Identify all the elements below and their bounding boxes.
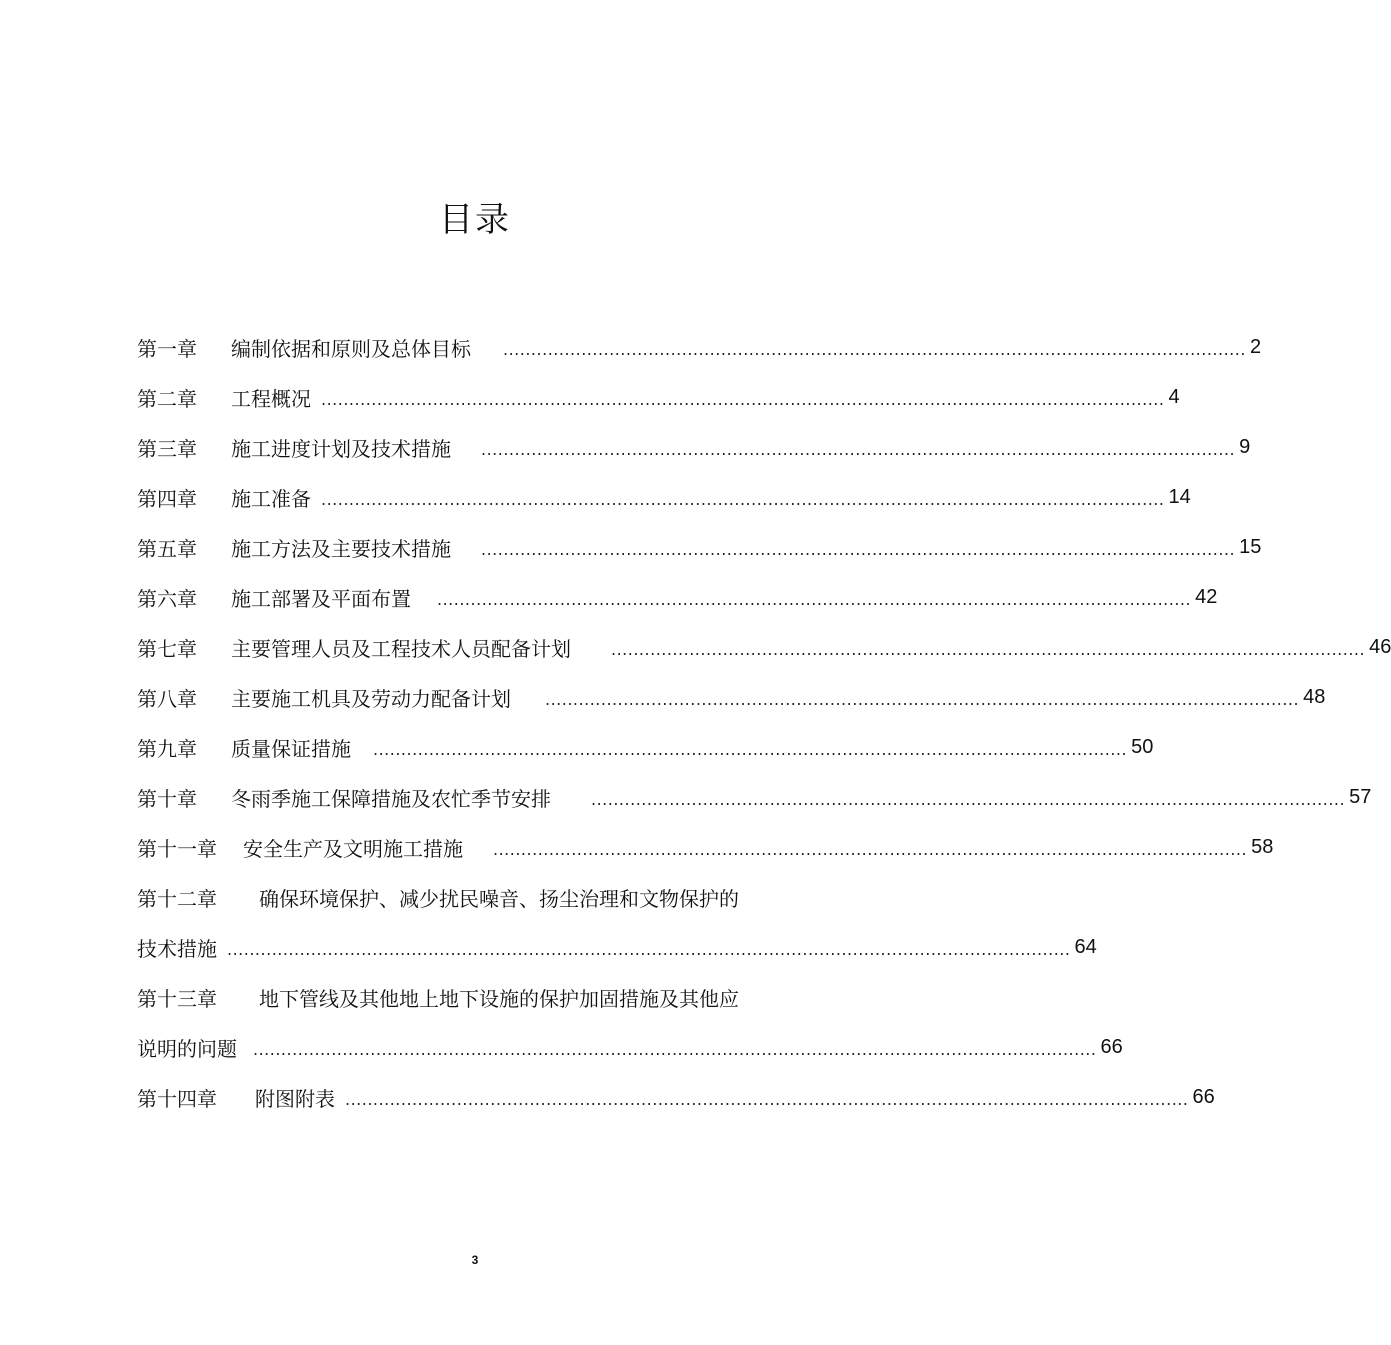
toc-leader-dots: ....................................................................................................................................... <box>545 689 1300 709</box>
toc-leader-dots: ....................................................................................................................................................... <box>227 939 1071 959</box>
toc-title-text: 说明的问题 <box>137 1036 237 1061</box>
toc-page: 57 <box>1349 785 1372 808</box>
toc-chapter: 第六章 <box>137 586 197 611</box>
toc-page: 42 <box>1195 585 1218 608</box>
toc-leader-dots: ....................................................................................................................................... <box>611 639 1366 659</box>
toc-page: 46 <box>1369 635 1391 658</box>
toc-entry-10[interactable] <box>137 772 1372 822</box>
toc-entry-11[interactable] <box>137 822 1274 872</box>
toc-chapter: 第五章 <box>137 536 197 561</box>
toc-page: 66 <box>1100 1035 1123 1058</box>
toc-chapter: 第三章 <box>137 436 197 461</box>
toc-entry-12[interactable] <box>137 872 851 922</box>
toc-chapter: 第十二章 <box>137 886 217 911</box>
toc-title-text: 施工部署及平面布置 <box>231 586 411 611</box>
toc-title-text: 地下管线及其他地上地下设施的保护加固措施及其他应 <box>259 986 739 1011</box>
toc-leader-dots: ....................................................................................................................................... <box>493 839 1248 859</box>
toc-entry-1[interactable] <box>137 322 1262 372</box>
toc-title-text: 安全生产及文明施工措施 <box>243 836 463 861</box>
toc-title-text: 施工准备 <box>231 486 311 511</box>
toc-leader-dots: ....................................................................................................................................................... <box>253 1039 1097 1059</box>
toc-page: 2 <box>1249 335 1262 358</box>
toc-title-text: 技术措施 <box>137 936 217 961</box>
page-number: 3 <box>471 1253 479 1267</box>
toc-entry-2[interactable] <box>137 372 1180 422</box>
toc-leader-dots: ....................................................................................................................................... <box>481 439 1236 459</box>
toc-title-text: 确保环境保护、减少扰民噪音、扬尘治理和文物保护的 <box>259 886 739 911</box>
toc-chapter: 第四章 <box>137 486 197 511</box>
toc-page: 58 <box>1251 835 1274 858</box>
toc-leader-dots: ....................................................................................................................................................... <box>321 389 1165 409</box>
toc-entry-12-continued[interactable] <box>137 922 1097 972</box>
toc-leader-dots: ....................................................................................................................................... <box>481 539 1236 559</box>
toc-leader-dots: ....................................................................................................................................................... <box>321 489 1165 509</box>
toc-leader-dots: ....................................................................................................................................... <box>373 739 1128 759</box>
toc-page: 50 <box>1131 735 1154 758</box>
toc-chapter: 第一章 <box>137 336 197 361</box>
toc-title-text: 编制依据和原则及总体目标 <box>231 336 471 361</box>
toc-entry-8[interactable] <box>137 672 1326 722</box>
toc-entry-14[interactable] <box>137 1072 1215 1122</box>
toc-page: 14 <box>1168 485 1191 508</box>
toc-title-text: 施工进度计划及技术措施 <box>231 436 451 461</box>
toc-title-text: 工程概况 <box>231 386 311 411</box>
toc-title-text: 施工方法及主要技术措施 <box>231 536 451 561</box>
toc-page: 66 <box>1192 1085 1215 1108</box>
toc-entry-6[interactable] <box>137 572 1218 622</box>
toc-entry-13-continued[interactable] <box>137 1022 1123 1072</box>
toc-chapter: 第九章 <box>137 736 197 761</box>
toc-page: 15 <box>1239 535 1262 558</box>
table-of-contents <box>137 322 1391 1122</box>
toc-chapter: 第十一章 <box>137 836 217 861</box>
toc-page: 48 <box>1303 685 1326 708</box>
toc-chapter: 第十章 <box>137 786 197 811</box>
toc-title-text: 冬雨季施工保障措施及农忙季节安排 <box>231 786 551 811</box>
toc-leader-dots: ....................................................................................................................................... <box>437 589 1192 609</box>
toc-chapter: 第十四章 <box>137 1086 217 1111</box>
toc-entry-4[interactable] <box>137 472 1191 522</box>
toc-title: 目录 <box>439 200 511 240</box>
toc-entry-5[interactable] <box>137 522 1262 572</box>
toc-title-text: 附图附表 <box>255 1086 335 1111</box>
toc-title-text: 质量保证措施 <box>231 736 351 761</box>
toc-chapter: 第七章 <box>137 636 197 661</box>
toc-leader-dots: ....................................................................................................................................... <box>591 789 1346 809</box>
toc-page: 9 <box>1239 435 1251 458</box>
toc-chapter: 第二章 <box>137 386 197 411</box>
toc-title-text: 主要施工机具及劳动力配备计划 <box>231 686 511 711</box>
toc-entry-9[interactable] <box>137 722 1154 772</box>
toc-page: 4 <box>1168 385 1180 408</box>
toc-leader-dots: ..................................................................................................................................... <box>503 339 1246 359</box>
toc-chapter: 第八章 <box>137 686 197 711</box>
toc-entry-7[interactable] <box>137 622 1391 672</box>
toc-page: 64 <box>1074 935 1097 958</box>
toc-entry-3[interactable] <box>137 422 1251 472</box>
toc-entry-13[interactable] <box>137 972 851 1022</box>
toc-chapter: 第十三章 <box>137 986 217 1011</box>
toc-leader-dots: ....................................................................................................................................................... <box>345 1089 1189 1109</box>
toc-title-text: 主要管理人员及工程技术人员配备计划 <box>231 636 571 661</box>
